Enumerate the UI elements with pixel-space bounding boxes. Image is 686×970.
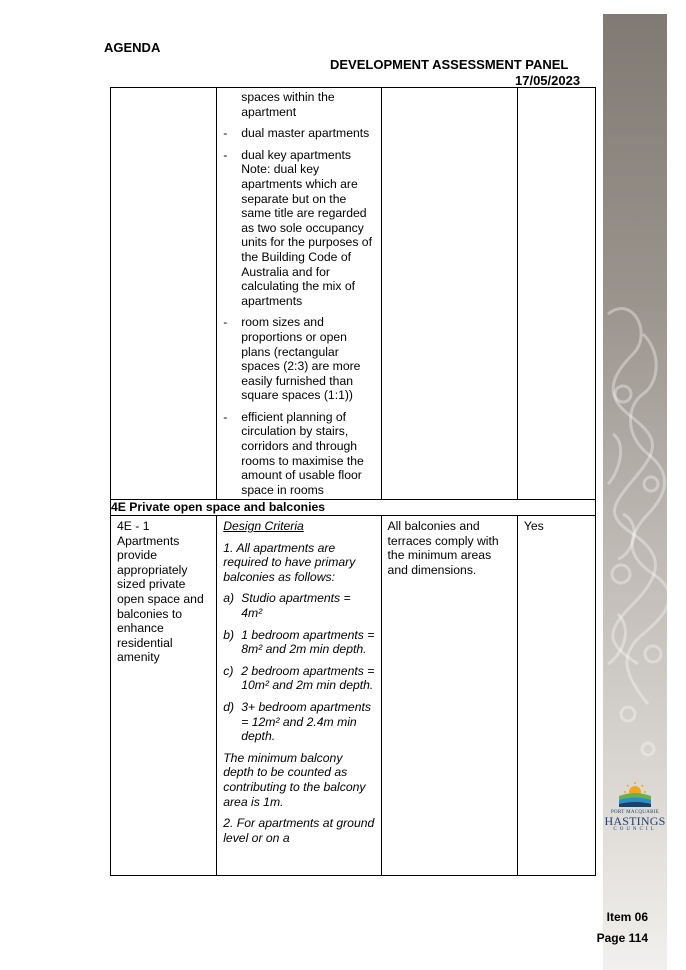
- list-item-text: room sizes and proportions or open plans (rectangular spaces (2:3) are more easily furnished than square spaces (1:1)): [241, 315, 361, 403]
- objective-text: 4E - 1 Apartments provide appropriately sized private open space and balconies to enhance residential amenity: [117, 519, 204, 665]
- list-letter: b): [223, 627, 235, 642]
- sunrise-logo-icon: [615, 780, 655, 808]
- panel-heading: DEVELOPMENT ASSESSMENT PANEL: [330, 57, 569, 72]
- table-row: [111, 88, 596, 500]
- list-item-text: 1 bedroom apartments = 8m² and 2m min depth.: [241, 627, 375, 657]
- list-item-text: dual master apartments: [241, 126, 370, 141]
- criteria-item-2: 2. For apartments at ground level or on a: [223, 816, 375, 845]
- list-item: [223, 126, 374, 141]
- list-item: [223, 628, 374, 657]
- logo-text-line3: COUNCIL: [613, 827, 657, 832]
- list-item: [223, 148, 374, 309]
- dash-bullet: -: [223, 147, 228, 162]
- section-heading-row: [111, 500, 596, 516]
- section-heading: 4E Private open space and balconies: [111, 500, 596, 516]
- list-item: [223, 591, 374, 620]
- list-item: [223, 700, 374, 744]
- agenda-heading: AGENDA: [104, 40, 161, 55]
- criteria-cell: [217, 88, 381, 500]
- criteria-cell: [217, 516, 381, 876]
- criteria-intro: 1. All apartments are required to have primary balconies as follows:: [223, 540, 356, 584]
- list-item: [223, 664, 374, 693]
- comment-cell: [381, 516, 517, 876]
- dash-bullet: -: [223, 126, 228, 141]
- design-criteria-title: Design Criteria: [223, 519, 304, 534]
- item-number: Item 06: [606, 910, 648, 924]
- council-logo: [603, 780, 667, 850]
- complies-cell: [517, 516, 595, 876]
- list-item-text: 2 bedroom apartments = 10m² and 2m min depth.: [241, 663, 375, 693]
- list-letter: d): [223, 699, 235, 714]
- list-item-text: spaces within the apartment: [241, 90, 335, 119]
- comment-text: All balconies and terraces comply with the minimum areas and dimensions.: [387, 519, 499, 577]
- table-row: [111, 516, 596, 876]
- list-item: [223, 410, 374, 498]
- comment-cell: [381, 88, 517, 500]
- list-item-text: efficient planning of circulation by stairs, corridors and through rooms to maximise the amount of usable floor space in rooms: [241, 409, 364, 497]
- list-letter: a): [223, 591, 235, 606]
- list-item-text: dual key apartments Note: dual key apartments which are separate but on the same title are regarded as two sole occupancy units for the purposes of the Building Code of Australia and for calculating the mix of apartments: [241, 147, 372, 308]
- list-item-text: 3+ bedroom apartments = 12m² and 2.4m min depth.: [241, 699, 371, 744]
- complies-cell: [517, 88, 595, 500]
- dash-bullet: -: [223, 315, 228, 330]
- meeting-date: 17/05/2023: [515, 73, 581, 88]
- complies-text: Yes: [523, 519, 544, 534]
- list-item-text: Studio apartments = 4m²: [241, 591, 351, 620]
- logo-text-line2: HASTINGS: [604, 814, 666, 828]
- assessment-table: [110, 87, 596, 876]
- logo-text-line1: PORT MACQUARIE: [610, 810, 660, 815]
- objective-cell: [111, 88, 217, 500]
- page-number: Page 114: [596, 931, 648, 945]
- criteria-note: The minimum balcony depth to be counted as contributing to the balcony area is 1m.: [223, 750, 366, 809]
- dash-bullet: -: [223, 409, 228, 424]
- objective-cell: [111, 516, 217, 876]
- list-letter: c): [223, 663, 234, 678]
- list-item: [223, 90, 374, 119]
- list-item: [223, 315, 374, 403]
